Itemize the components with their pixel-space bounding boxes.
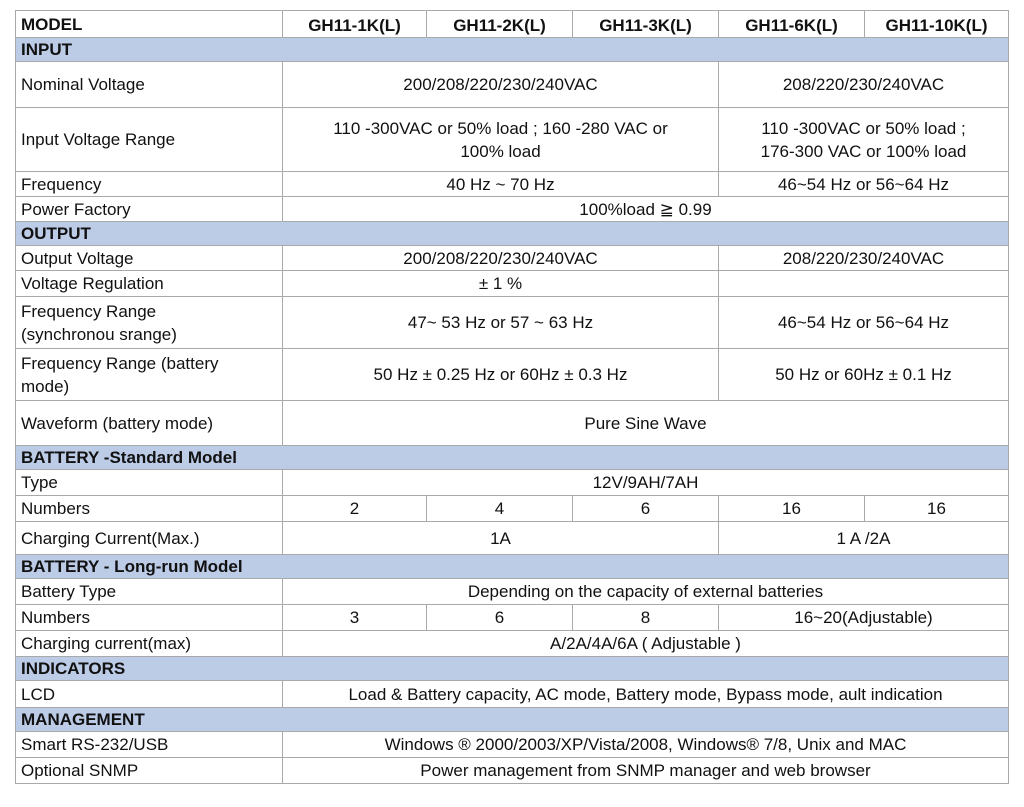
label-line: Frequency Range (battery — [21, 353, 219, 373]
cell-value: 208/220/230/240VAC — [719, 246, 1009, 271]
row-optional-snmp — [16, 758, 1009, 784]
cell-value: 50 Hz or 60Hz ± 0.1 Hz — [719, 349, 1009, 401]
row-label: Nominal Voltage — [16, 62, 283, 108]
cell-value: 16~20(Adjustable) — [719, 605, 1009, 631]
row-label: Smart RS-232/USB — [16, 732, 283, 758]
label-line: mode) — [21, 376, 70, 396]
row-frequency — [16, 172, 1009, 197]
cell-value: Power management from SNMP manager and web browser — [283, 758, 1009, 784]
section-title: INPUT — [16, 38, 1009, 62]
label-line: (synchronou srange) — [21, 324, 177, 344]
cell-value: Load & Battery capacity, AC mode, Battery mode, Bypass mode, ault indication — [283, 681, 1009, 708]
row-label: Frequency — [16, 172, 283, 197]
cell-value: 16 — [865, 496, 1009, 522]
section-output — [16, 222, 1009, 246]
cell-value — [719, 271, 1009, 297]
row-charging-current — [16, 522, 1009, 555]
cell-value: 50 Hz ± 0.25 Hz or 60Hz ± 0.3 Hz — [283, 349, 719, 401]
cell-value: ± 1 % — [283, 271, 719, 297]
cell-line: 110 -300VAC or 50% load ; — [761, 118, 966, 138]
section-input — [16, 38, 1009, 62]
label-line: Frequency Range — [21, 301, 157, 321]
cell-value — [719, 108, 1009, 172]
model-gh11-6k: GH11-6K(L) — [719, 11, 865, 38]
model-gh11-3k: GH11-3K(L) — [573, 11, 719, 38]
cell-value: 200/208/220/230/240VAC — [283, 62, 719, 108]
cell-value: 8 — [573, 605, 719, 631]
row-longrun-battery-type — [16, 579, 1009, 605]
cell-value: 6 — [573, 496, 719, 522]
row-label: Battery Type — [16, 579, 283, 605]
row-label: LCD — [16, 681, 283, 708]
row-rs232-usb — [16, 732, 1009, 758]
row-battery-type — [16, 470, 1009, 496]
row-label: Numbers — [16, 605, 283, 631]
cell-value: 200/208/220/230/240VAC — [283, 246, 719, 271]
model-gh11-10k: GH11-10K(L) — [865, 11, 1009, 38]
cell-value: 3 — [283, 605, 427, 631]
row-battery-numbers — [16, 496, 1009, 522]
section-title: OUTPUT — [16, 222, 1009, 246]
cell-value: 1 A /2A — [719, 522, 1009, 555]
row-label: Charging Current(Max.) — [16, 522, 283, 555]
cell-value: 47~ 53 Hz or 57 ~ 63 Hz — [283, 297, 719, 349]
row-label: Type — [16, 470, 283, 496]
cell-value: 6 — [427, 605, 573, 631]
row-label: Optional SNMP — [16, 758, 283, 784]
section-title: BATTERY -Standard Model — [16, 446, 1009, 470]
row-frequency-range-sync — [16, 297, 1009, 349]
row-label: Input Voltage Range — [16, 108, 283, 172]
cell-value: Depending on the capacity of external batteries — [283, 579, 1009, 605]
cell-value: 46~54 Hz or 56~64 Hz — [719, 297, 1009, 349]
row-power-factory — [16, 197, 1009, 222]
section-title: MANAGEMENT — [16, 708, 1009, 732]
cell-line: 176-300 VAC or 100% load — [760, 141, 967, 161]
cell-line: 100% load — [460, 141, 541, 161]
cell-value: 100%load ≧ 0.99 — [283, 197, 1009, 222]
cell-value: A/2A/4A/6A ( Adjustable ) — [283, 631, 1009, 657]
cell-value: 12V/9AH/7AH — [283, 470, 1009, 496]
cell-value: 40 Hz ~ 70 Hz — [283, 172, 719, 197]
section-battery-standard — [16, 446, 1009, 470]
cell-value: 1A — [283, 522, 719, 555]
section-battery-longrun — [16, 555, 1009, 579]
row-label: Charging current(max) — [16, 631, 283, 657]
cell-value: 208/220/230/240VAC — [719, 62, 1009, 108]
row-lcd — [16, 681, 1009, 708]
spec-table — [15, 10, 1009, 784]
cell-value: 16 — [719, 496, 865, 522]
section-indicators — [16, 657, 1009, 681]
row-frequency-range-battery — [16, 349, 1009, 401]
row-voltage-regulation — [16, 271, 1009, 297]
row-label: Waveform (battery mode) — [16, 401, 283, 446]
model-header-row — [16, 11, 1009, 38]
row-longrun-charging-current — [16, 631, 1009, 657]
model-gh11-2k: GH11-2K(L) — [427, 11, 573, 38]
row-input-voltage-range — [16, 108, 1009, 172]
row-output-voltage — [16, 246, 1009, 271]
row-nominal-voltage — [16, 62, 1009, 108]
row-label: Power Factory — [16, 197, 283, 222]
section-title: INDICATORS — [16, 657, 1009, 681]
section-title: BATTERY - Long-run Model — [16, 555, 1009, 579]
cell-line: 110 -300VAC or 50% load ; 160 -280 VAC or — [333, 118, 668, 138]
cell-value: 46~54 Hz or 56~64 Hz — [719, 172, 1009, 197]
cell-value: Pure Sine Wave — [283, 401, 1009, 446]
model-gh11-1k: GH11-1K(L) — [283, 11, 427, 38]
model-label: MODEL — [16, 11, 283, 38]
row-label — [16, 349, 283, 401]
cell-value: 2 — [283, 496, 427, 522]
cell-value: 4 — [427, 496, 573, 522]
section-management — [16, 708, 1009, 732]
row-label: Output Voltage — [16, 246, 283, 271]
row-waveform — [16, 401, 1009, 446]
row-label — [16, 297, 283, 349]
row-label: Voltage Regulation — [16, 271, 283, 297]
row-label: Numbers — [16, 496, 283, 522]
cell-value: Windows ® 2000/2003/XP/Vista/2008, Windows® 7/8, Unix and MAC — [283, 732, 1009, 758]
cell-value — [283, 108, 719, 172]
row-longrun-numbers — [16, 605, 1009, 631]
